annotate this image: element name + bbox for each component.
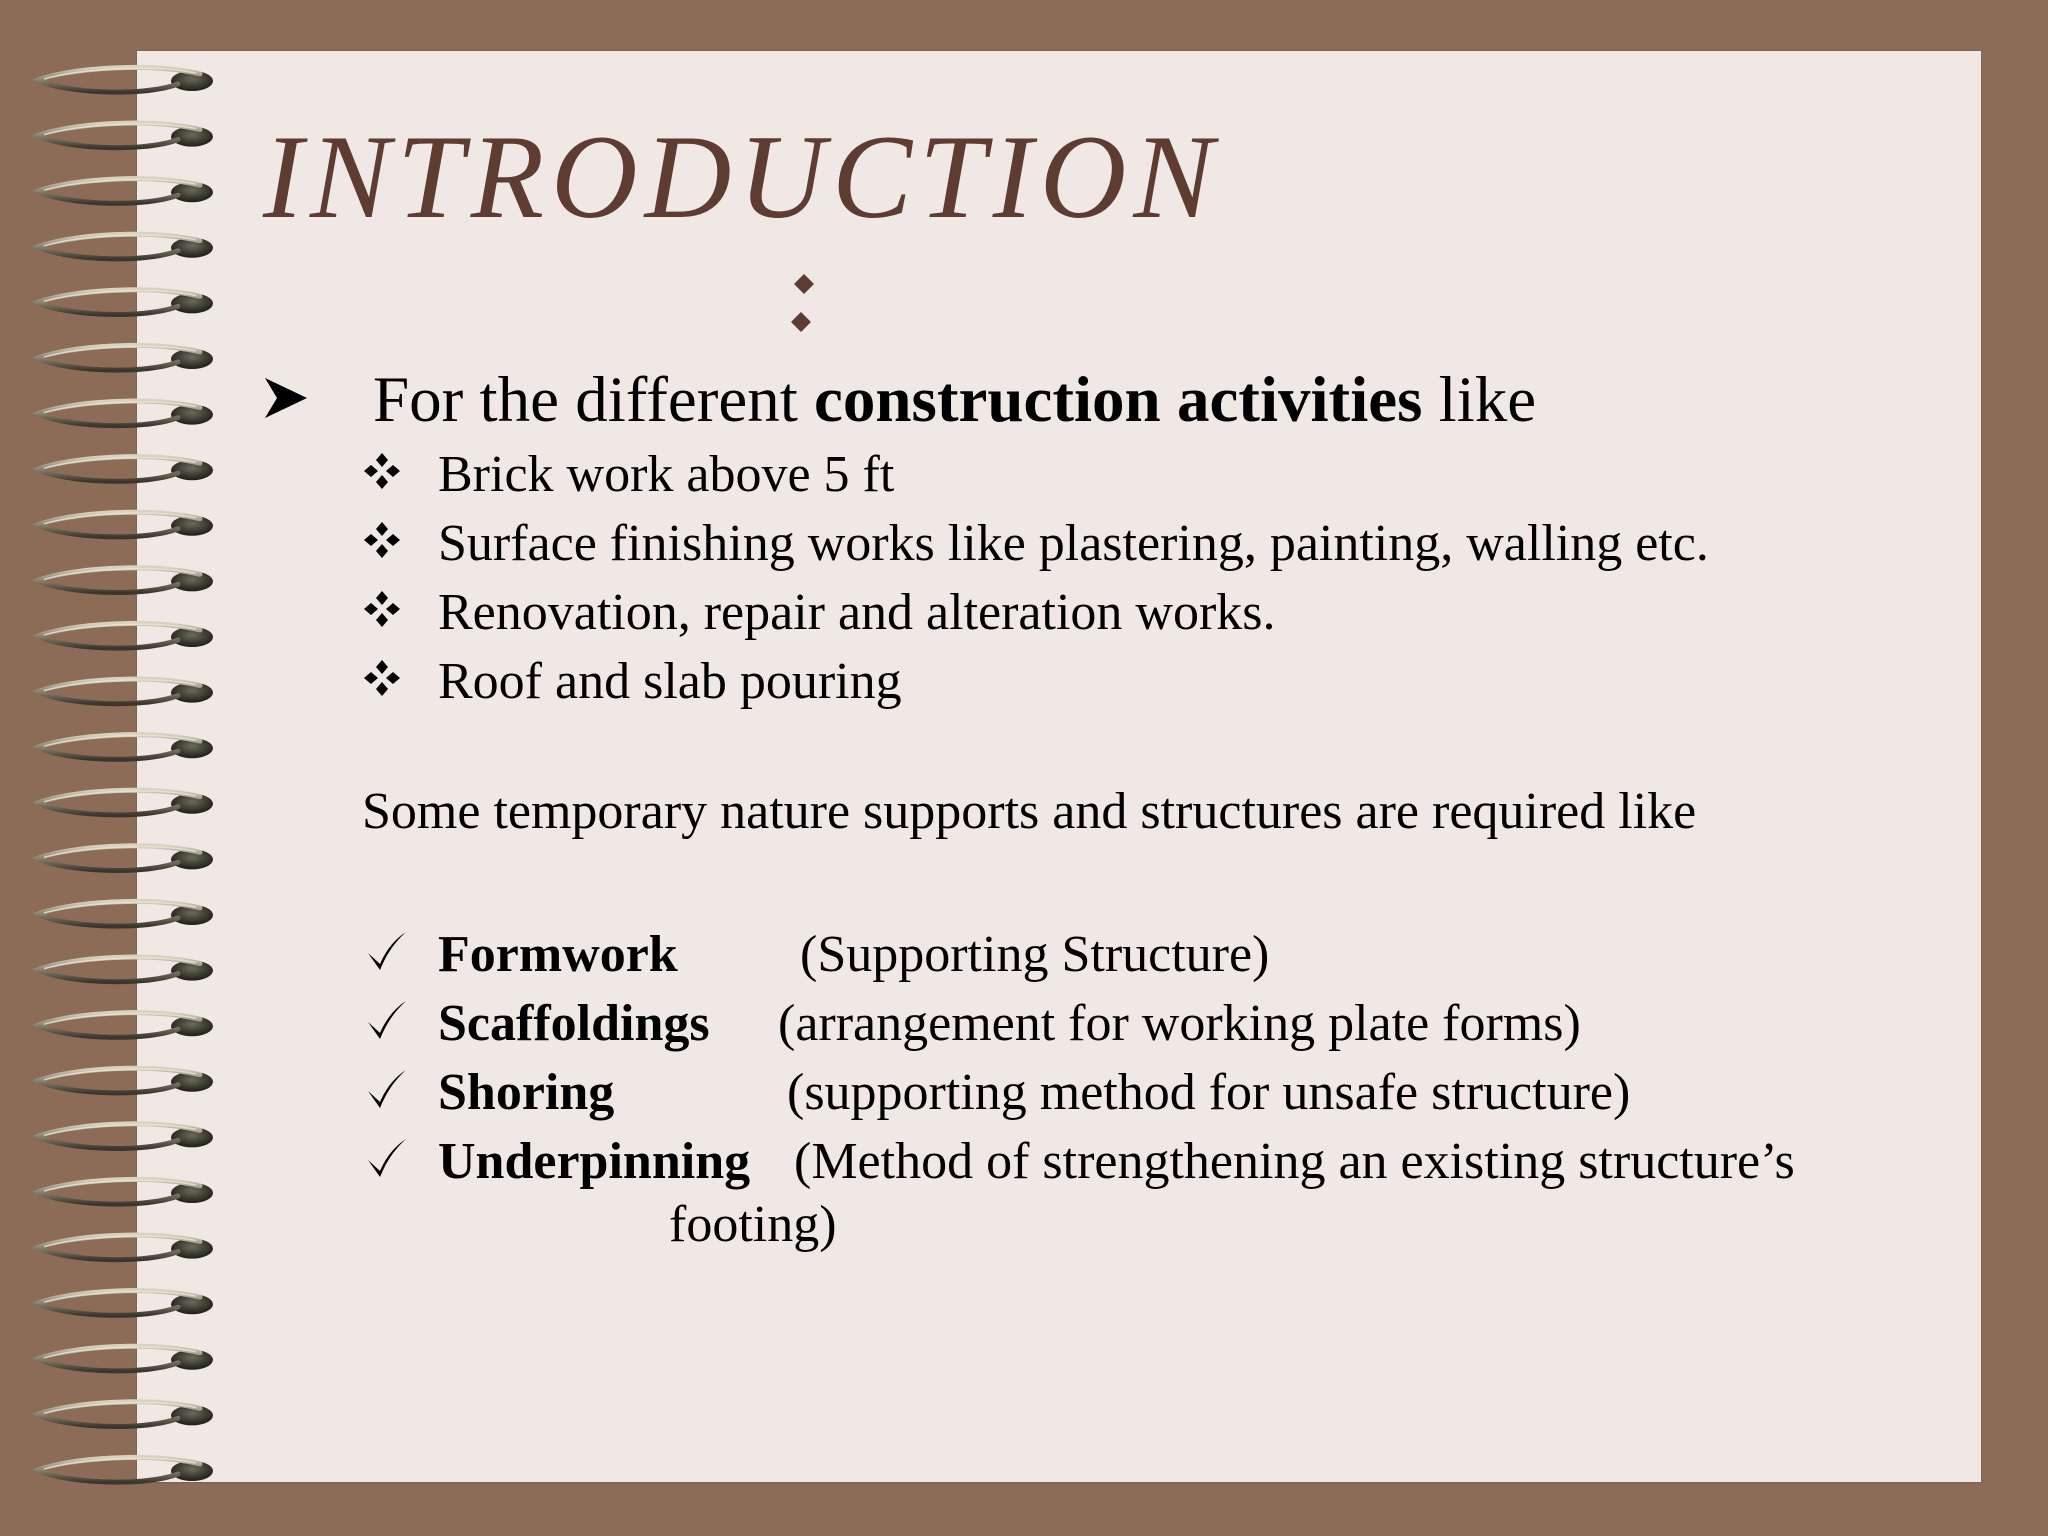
spiral-ring-icon [38, 1235, 213, 1260]
spiral-ring-icon [38, 1068, 213, 1093]
checkmark-icon [362, 1064, 412, 1114]
spiral-ring-icon [38, 1179, 213, 1204]
spiral-ring-icon [38, 623, 213, 648]
notebook-page [137, 51, 1981, 1482]
support-desc: (supporting method for unsafe structure) [787, 1064, 1631, 1121]
spiral-ring-icon [38, 512, 213, 537]
spiral-binding-icon [0, 0, 240, 1536]
spiral-ring-icon [38, 1346, 213, 1371]
spiral-ring-icon [38, 123, 213, 148]
activities-list [362, 440, 1709, 716]
support-term: Formwork [438, 926, 678, 983]
support-term: Underpinning [438, 1133, 751, 1190]
checkmark-icon [362, 1133, 412, 1183]
list-item: Roof and slab pouring [362, 647, 1709, 716]
checkmark-icon [362, 926, 412, 976]
spiral-ring-icon [38, 401, 213, 426]
support-term: Shoring [438, 1064, 615, 1121]
spiral-ring-icon [38, 679, 213, 704]
support-desc: (Method of strengthening an existing structure’s [794, 1133, 1795, 1190]
spiral-ring-icon [38, 290, 213, 315]
four-diamond-icon [362, 440, 438, 509]
lead-bold: construction activities [814, 364, 1423, 436]
spiral-ring-icon [38, 234, 213, 259]
title-colon-icon [784, 270, 824, 340]
spiral-ring-icon [38, 1457, 213, 1482]
spiral-ring-icon [38, 735, 213, 760]
spiral-ring-icon [38, 1013, 213, 1038]
spiral-ring-icon [38, 1124, 213, 1149]
spiral-ring-icon [38, 457, 213, 482]
spiral-ring-icon [38, 345, 213, 370]
lead-suffix: like [1422, 364, 1537, 436]
four-diamond-icon [362, 647, 438, 716]
spiral-ring-icon [38, 957, 213, 982]
four-diamond-icon [362, 509, 438, 578]
spiral-ring-icon [38, 846, 213, 871]
support-term: Scaffoldings [438, 995, 710, 1052]
spiral-ring-icon [38, 67, 213, 92]
slide-title: INTRODUCTION [263, 110, 1221, 243]
checkmark-icon [362, 995, 412, 1045]
list-item: Renovation, repair and alteration works. [362, 578, 1709, 647]
arrowhead-icon [263, 363, 373, 438]
supports-intro: Some temporary nature supports and structures are required like [362, 783, 1697, 840]
list-item: Brick work above 5 ft [362, 440, 1709, 509]
list-item: Surface finishing works like plastering, painting, walling etc. [362, 509, 1709, 578]
spiral-ring-icon [38, 1402, 213, 1427]
support-desc: (arrangement for working plate forms) [778, 995, 1581, 1052]
spiral-ring-icon [38, 790, 213, 815]
spiral-ring-icon [38, 901, 213, 926]
lead-prefix: For the different [373, 364, 815, 436]
spiral-ring-icon [38, 568, 213, 593]
spiral-ring-icon [38, 1291, 213, 1316]
spiral-ring-icon [38, 179, 213, 204]
support-desc: (Supporting Structure) [800, 926, 1270, 983]
four-diamond-icon [362, 578, 438, 647]
supports-continuation: footing) [669, 1196, 837, 1253]
lead-line [263, 363, 1536, 438]
